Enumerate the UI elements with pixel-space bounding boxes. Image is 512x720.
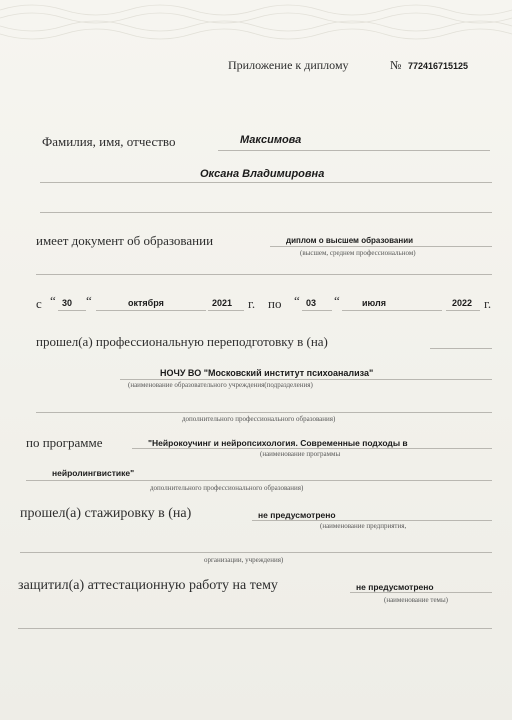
date-to-day: 03 (306, 298, 317, 308)
date-to-day-line (302, 310, 332, 311)
date-from-day: 30 (62, 298, 73, 308)
retraining-line-1 (120, 379, 492, 380)
quote-open-1: “ (50, 293, 56, 308)
thesis-hint: (наименование темы) (384, 596, 449, 604)
thesis-value: не предусмотрено (356, 582, 434, 592)
program-line-2: нейролингвистике" (52, 468, 135, 478)
date-to-year-line (446, 310, 480, 311)
year-suffix-1: г. (248, 296, 256, 311)
internship-hint-2: организации, учреждения) (204, 556, 284, 564)
retraining-hint-2: дополнительного профессионального образования) (182, 415, 336, 423)
date-from-prefix: с (36, 296, 42, 311)
year-suffix-2: г. (484, 296, 492, 311)
date-to-year: 2022 (452, 298, 473, 308)
fio-label: Фамилия, имя, отчество (42, 134, 176, 149)
retraining-label: прошел(а) профессиональную переподготовку в (на) (36, 334, 328, 349)
date-from-year: 2021 (212, 298, 233, 308)
fio-name-patronymic: Оксана Владимировна (200, 168, 325, 180)
program-rule-1 (132, 448, 492, 449)
diploma-number: 772416715125 (408, 61, 469, 71)
program-line-1: "Нейрокоучинг и нейропсихология. Современные подходы в (148, 438, 408, 448)
retraining-hint-1: (наименование образовательного учреждения(подразделения) (128, 381, 313, 389)
retraining-line-2 (36, 412, 492, 413)
fio-line-2 (40, 182, 492, 183)
quote-open-2: “ (294, 293, 300, 308)
date-from-month: октября (128, 298, 164, 308)
fio-surname: Максимова (240, 134, 302, 146)
fio-line-1 (218, 150, 490, 151)
quote-close-1: “ (86, 293, 92, 308)
date-from-day-line (58, 310, 86, 311)
education-doc-value: диплом о высшем образовании (286, 236, 414, 245)
appendix-label: Приложение к диплому (228, 58, 349, 72)
date-from-year-line (208, 310, 244, 311)
thesis-label: защитил(а) аттестационную работу на тему (18, 578, 278, 593)
program-hint-2: дополнительного профессионального образования) (150, 484, 304, 492)
program-rule-2 (26, 480, 492, 481)
education-doc-label: имеет документ об образовании (36, 233, 214, 248)
date-to-prefix: по (268, 296, 282, 311)
thesis-rule-2 (18, 628, 492, 629)
number-sign: № (390, 58, 402, 72)
program-label: по программе (26, 435, 103, 450)
retraining-line-0 (430, 348, 492, 349)
thesis-rule-1 (350, 592, 492, 593)
internship-label: прошел(а) стажировку в (на) (20, 506, 192, 521)
guilloche-pattern (0, 0, 512, 48)
date-to-month: июля (362, 298, 386, 308)
date-to-month-line (342, 310, 442, 311)
internship-rule-1 (252, 520, 492, 521)
date-from-month-line (96, 310, 206, 311)
education-doc-line (270, 246, 492, 247)
internship-rule-2 (20, 552, 492, 553)
quote-close-2: “ (334, 293, 340, 308)
program-hint-1: (наименование программы (260, 450, 341, 458)
education-doc-hint: (высшем, среднем профессиональном) (300, 249, 416, 257)
education-doc-line-2 (36, 274, 492, 275)
internship-hint-1: (наименование предприятия, (320, 522, 407, 530)
retraining-institution: НОЧУ ВО "Московский институт психоанализа" (160, 368, 374, 378)
fio-line-3 (40, 212, 492, 213)
internship-value: не предусмотрено (258, 510, 336, 520)
